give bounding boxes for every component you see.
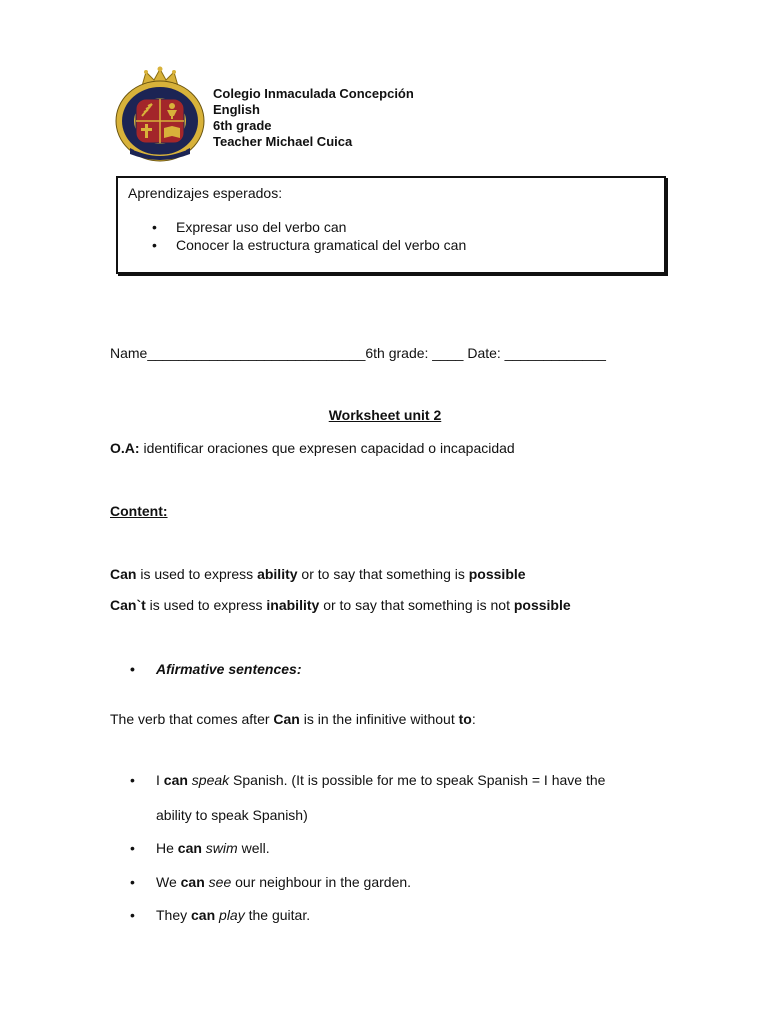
worksheet-title: Worksheet unit 2 bbox=[328, 407, 442, 423]
text: : bbox=[471, 711, 476, 727]
learning-goals-box bbox=[116, 176, 666, 274]
example-text bbox=[156, 874, 411, 890]
rest: our neighbour in the garden. bbox=[231, 874, 412, 890]
goal-item: • Conocer la estructura gramatical del verbo can bbox=[128, 236, 466, 254]
bullet-icon: • bbox=[130, 840, 135, 856]
example-continuation: ability to speak Spanish) bbox=[156, 807, 308, 823]
school-crest-logo bbox=[114, 66, 206, 164]
text: or to say that something is not bbox=[319, 597, 514, 613]
text: is used to express bbox=[136, 566, 258, 582]
text: The verb that comes after bbox=[110, 711, 274, 727]
verb-rule bbox=[110, 711, 476, 727]
rest: the guitar. bbox=[244, 907, 311, 923]
goals-title: Aprendizajes esperados: bbox=[128, 185, 283, 201]
keyword: possible bbox=[513, 597, 571, 613]
example-text bbox=[156, 840, 270, 856]
school-info bbox=[213, 86, 414, 150]
text: is in the infinitive without bbox=[299, 711, 459, 727]
modal: can bbox=[163, 772, 188, 788]
modal: can bbox=[180, 874, 205, 890]
text: is used to express bbox=[145, 597, 267, 613]
subject: I bbox=[156, 772, 164, 788]
oa-text: identificar oraciones que expresen capacidad o incapacidad bbox=[139, 440, 515, 456]
modal: can bbox=[177, 840, 202, 856]
example-text bbox=[156, 772, 605, 788]
text: or to say that something is bbox=[297, 566, 469, 582]
bullet-icon: • bbox=[130, 661, 135, 677]
bullet-icon: • bbox=[130, 907, 135, 923]
keyword: to bbox=[458, 711, 472, 727]
keyword: Can`t bbox=[110, 597, 146, 613]
goal-item: • Expresar uso del verbo can bbox=[128, 218, 466, 236]
keyword: possible bbox=[468, 566, 526, 582]
keyword: Can bbox=[273, 711, 300, 727]
cant-definition bbox=[110, 597, 571, 613]
bullet-icon: • bbox=[130, 874, 135, 890]
keyword: inability bbox=[266, 597, 320, 613]
verb: swim bbox=[201, 840, 238, 856]
verb: see bbox=[204, 874, 232, 890]
rest: Spanish. (It is possible for me to speak Spanish = I have the bbox=[229, 772, 606, 788]
oa-label: O.A: bbox=[110, 440, 140, 456]
keyword: Can bbox=[110, 566, 137, 582]
subject: English bbox=[213, 102, 260, 117]
goals-list bbox=[128, 218, 466, 254]
learning-objective bbox=[110, 440, 515, 456]
afirmative-heading-text: Afirmative sentences: bbox=[156, 661, 302, 677]
content-heading: Content: bbox=[110, 503, 168, 519]
keyword: ability bbox=[257, 566, 298, 582]
modal: can bbox=[191, 907, 216, 923]
teacher-name: Teacher Michael Cuica bbox=[213, 134, 353, 149]
example-text bbox=[156, 907, 310, 923]
can-definition bbox=[110, 566, 526, 582]
bullet-icon: • bbox=[130, 772, 135, 788]
subject: We bbox=[156, 874, 181, 890]
verb: play bbox=[215, 907, 245, 923]
subject: He bbox=[156, 840, 178, 856]
school-name: Colegio Inmaculada Concepción bbox=[213, 86, 414, 101]
verb: speak bbox=[187, 772, 230, 788]
subject: They bbox=[156, 907, 192, 923]
name-grade-date-line: Name____________________________6th grade: ____ Date: _____________ bbox=[110, 345, 606, 361]
rest: well. bbox=[237, 840, 270, 856]
grade: 6th grade bbox=[213, 118, 272, 133]
